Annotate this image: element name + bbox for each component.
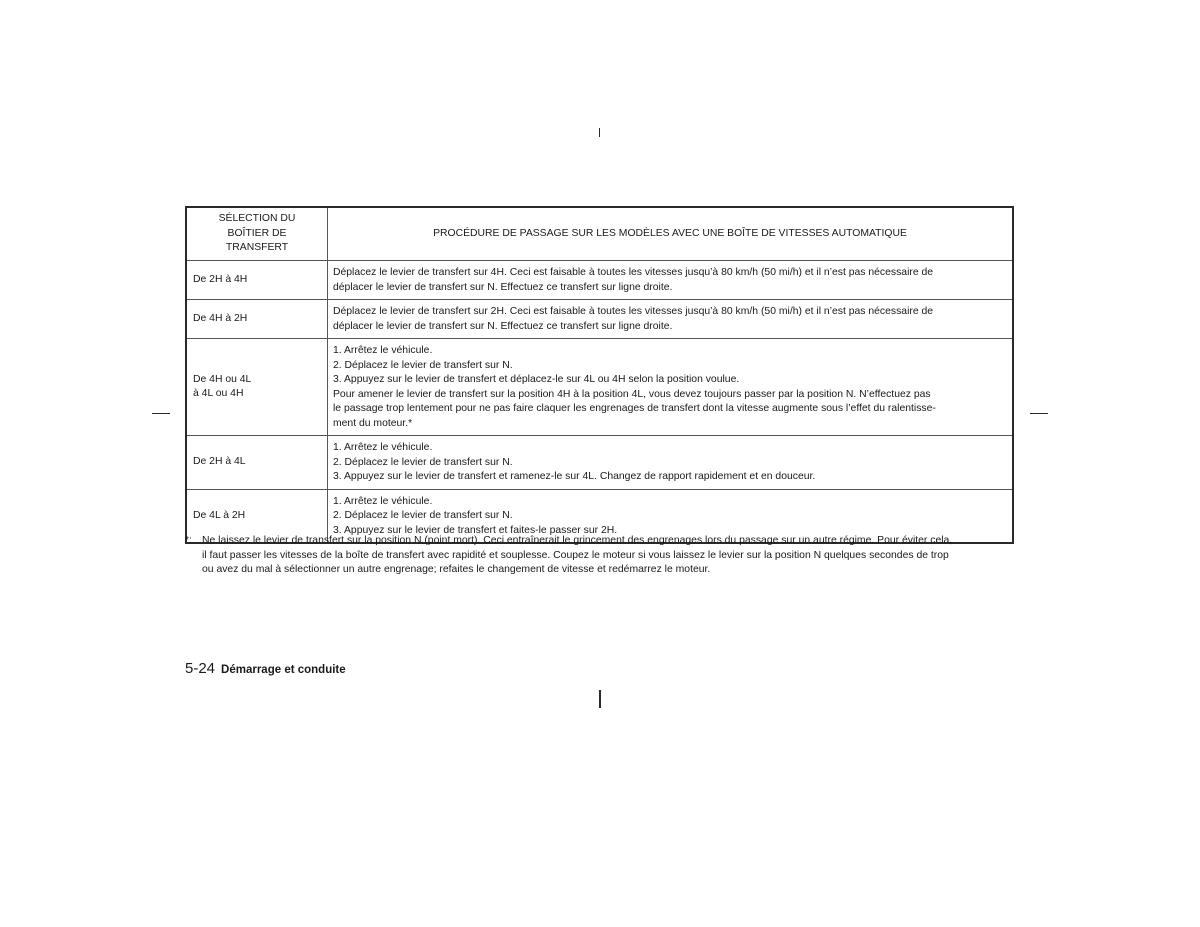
row-procedure-cell <box>328 300 1014 339</box>
footnote <box>185 534 1015 578</box>
procedure-line: Déplacez le levier de transfert sur 2H. Ceci est faisable à toutes les vitesses jusqu’à 80 km/h (50 mi/h) et il n’est pas nécessaire de <box>333 306 934 317</box>
selection-line: à 4L ou 4H <box>193 388 244 399</box>
crop-mark-bottom <box>599 690 601 708</box>
row-procedure-cell <box>328 261 1014 300</box>
table-header-row <box>186 207 1013 261</box>
procedure-line: 2. Déplacez le levier de transfert sur N. <box>333 510 513 521</box>
table-row <box>186 261 1013 300</box>
row-selection-cell <box>186 339 328 436</box>
row-procedure-cell <box>328 339 1014 436</box>
header-col1-line: TRANSFERT <box>225 242 289 254</box>
procedure-line: 1. Arrêtez le véhicule. <box>333 442 433 453</box>
footnote-line: Ne laissez le levier de transfert sur la position N (point mort). Ceci entraînerait le grincement des engrenages lors du passage sur un autre régime. Pour éviter cela, <box>202 535 953 546</box>
crop-mark-top <box>599 128 600 137</box>
procedure-line: 2. Déplacez le levier de transfert sur N. <box>333 456 513 468</box>
crop-mark-right <box>1030 413 1048 414</box>
header-shift-procedure: PROCÉDURE DE PASSAGE SUR LES MODÈLES AVEC UNE BOÎTE DE VITESSES AUTOMATIQUE <box>328 207 1014 261</box>
footnote-line: il faut passer les vitesses de la boîte de transfert avec rapidité et souplesse. Coupez le moteur si vous laissez le levier sur la position N quelques secondes de trop <box>202 549 949 561</box>
header-transfer-selection <box>186 207 328 261</box>
procedure-line: 2. Déplacez le levier de transfert sur N. <box>333 359 513 371</box>
row-selection-cell <box>186 436 328 490</box>
section-title: Démarrage et conduite <box>221 664 346 676</box>
procedure-line: Déplacez le levier de transfert sur 4H. Ceci est faisable à toutes les vitesses jusqu’à 80 km/h (50 mi/h) et il n’est pas nécessaire de <box>333 267 934 278</box>
footnote-marker: *: <box>185 535 192 546</box>
procedure-line: le passage trop lentement pour ne pas faire claquer les engrenages de transfert dont la vitesse augmente sous l’effet du ralentisse- <box>333 403 936 414</box>
selection-line: De 4H ou 4L <box>193 373 252 385</box>
selection-line: De 2H à 4H <box>193 273 248 285</box>
procedure-line: 1. Arrêtez le véhicule. <box>333 495 433 507</box>
procedure-line: 3. Appuyez sur le levier de transfert et faites-le passer sur 2H. <box>333 524 618 536</box>
crop-mark-left <box>152 413 170 414</box>
procedure-line: déplacer le levier de transfert sur N. Effectuez ce transfert sur ligne droite. <box>333 320 673 332</box>
selection-line: De 2H à 4L <box>193 456 246 467</box>
procedure-line: Pour amener le levier de transfert sur la position 4H à la position 4L, vous devez toujours passer par la position N. N’effectuez pas <box>333 388 931 400</box>
row-procedure-cell <box>328 436 1014 490</box>
selection-line: De 4L à 2H <box>193 509 246 521</box>
row-selection-cell <box>186 261 328 300</box>
procedure-line: déplacer le levier de transfert sur N. Effectuez ce transfert sur ligne droite. <box>333 281 673 293</box>
page-footer <box>185 660 346 678</box>
page-number: 5-24 <box>185 660 216 677</box>
header-col1-line: BOÎTIER DE <box>227 227 287 239</box>
table-row <box>186 339 1013 436</box>
row-selection-cell <box>186 300 328 339</box>
table-row <box>186 300 1013 339</box>
footnote-line: ou avez du mal à sélectionner un autre engrenage; refaites le changement de vitesse et redémarrez le moteur. <box>202 564 711 575</box>
procedure-line: ment du moteur.* <box>333 417 413 429</box>
header-col1-line: SÉLECTION DU <box>218 213 296 225</box>
table-row <box>186 436 1013 490</box>
selection-line: De 4H à 2H <box>193 312 248 324</box>
procedure-line: 3. Appuyez sur le levier de transfert et ramenez-le sur 4L. Changez de rapport rapidement et en douceur. <box>333 471 816 482</box>
procedure-line: 1. Arrêtez le véhicule. <box>333 345 433 356</box>
procedure-line: 3. Appuyez sur le levier de transfert et déplacez-le sur 4L ou 4H selon la position voulue. <box>333 374 740 385</box>
shift-procedure-table <box>185 206 1014 544</box>
